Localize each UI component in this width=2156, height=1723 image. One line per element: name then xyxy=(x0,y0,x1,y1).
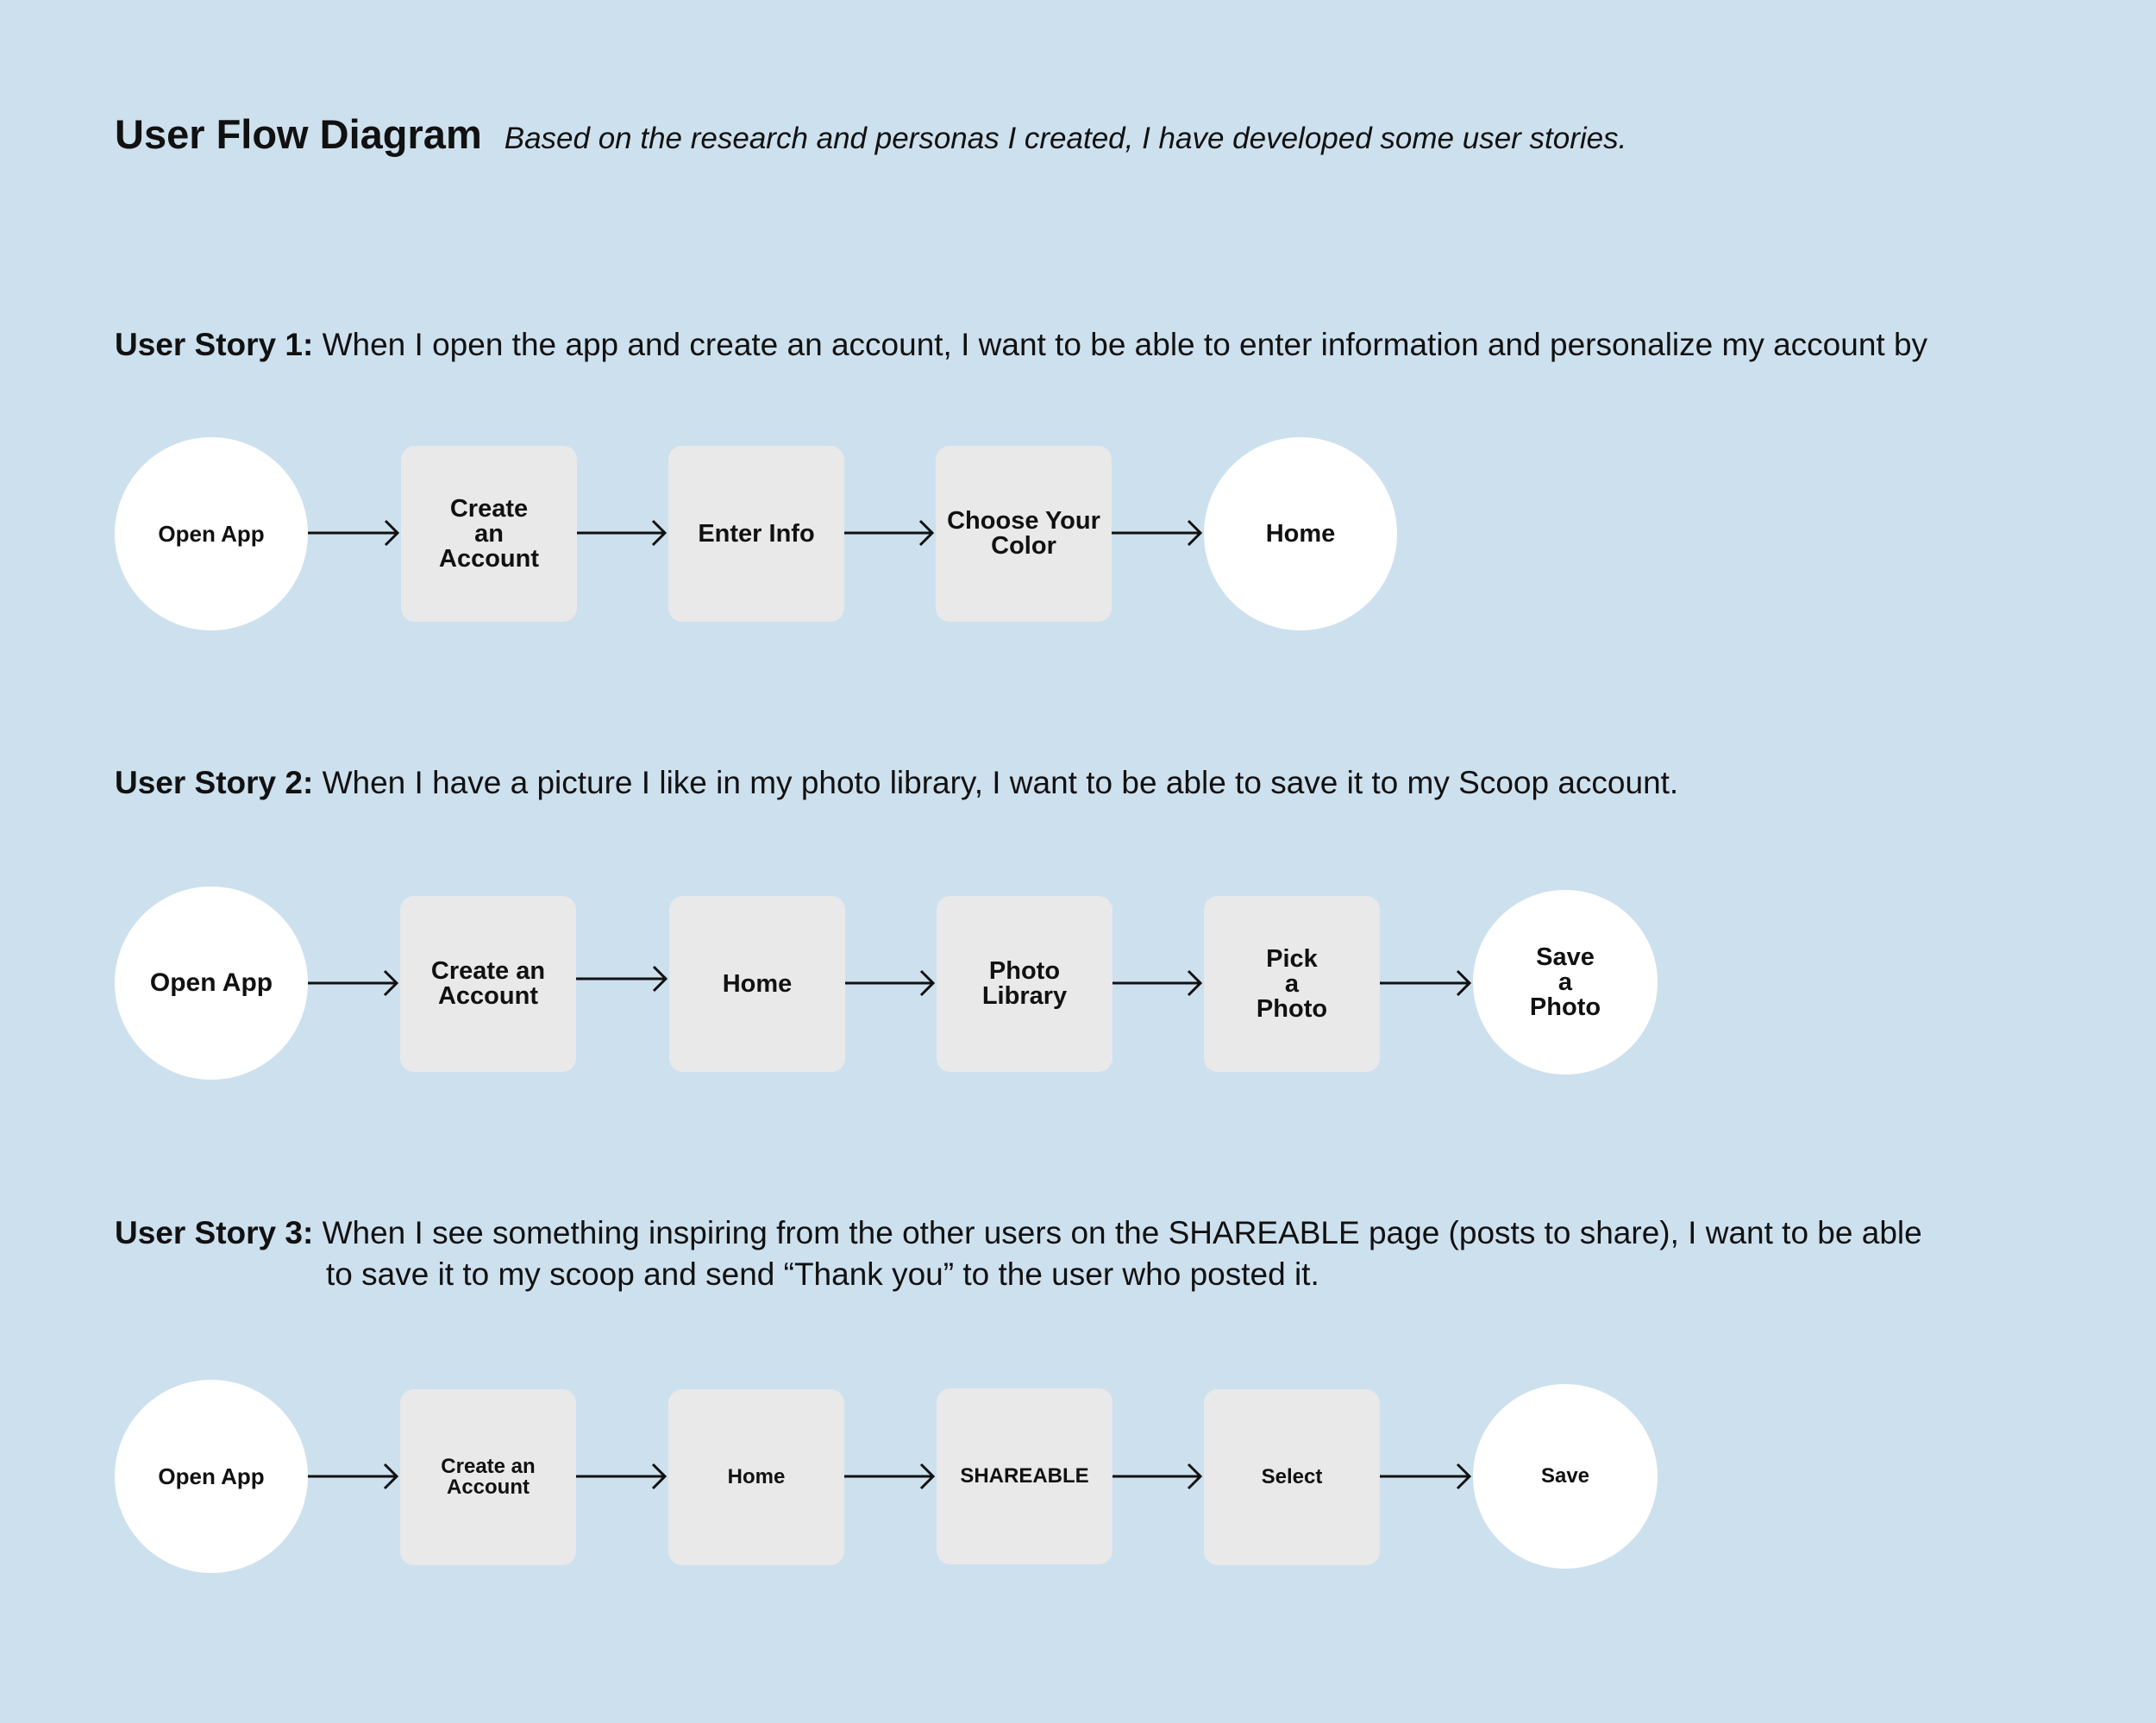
flow-node-end: Home xyxy=(1204,437,1397,630)
arrow-icon xyxy=(1380,1461,1473,1492)
page-title: User Flow Diagram xyxy=(115,111,482,157)
flow-node-step: Choose Your Color xyxy=(936,446,1112,622)
flow-node-step: Create an Account xyxy=(401,446,577,622)
arrow-icon xyxy=(1112,1461,1204,1492)
flow-node-step: SHAREABLE xyxy=(937,1388,1112,1564)
flow-node-step: Enter Info xyxy=(668,446,844,622)
story-text-continued: to save it to my scoop and send “Thank you” to the user who posted it. xyxy=(326,1256,1319,1292)
flow-node-step: Create an Account xyxy=(400,1389,576,1565)
flow-node-step: Home xyxy=(668,1389,844,1565)
arrow-icon xyxy=(308,1461,400,1492)
flow-node-step: Photo Library xyxy=(937,896,1112,1072)
flow-node-step: Home xyxy=(669,896,845,1072)
story-text: When I see something inspiring from the other users on the SHAREABLE page (posts to share), I want to be able xyxy=(322,1215,1922,1250)
page-subtitle: Based on the research and personas I created, I have developed some user stories. xyxy=(504,122,1627,155)
flow-node-start: Open App xyxy=(115,887,308,1080)
flow-node-start: Open App xyxy=(115,437,308,630)
story-label: User Story 3: xyxy=(115,1215,314,1250)
arrow-icon xyxy=(844,1461,937,1492)
story-text: When I open the app and create an account, I want to be able to enter information and personalize my account by xyxy=(322,327,1928,362)
flow-node-end: Save xyxy=(1473,1384,1658,1569)
flow-node-step: Pick a Photo xyxy=(1204,896,1380,1072)
flow-node-start: Open App xyxy=(115,1380,308,1573)
flow-node-step: Create an Account xyxy=(400,896,576,1072)
arrow-icon xyxy=(576,1461,668,1492)
story-label: User Story 1: xyxy=(115,327,314,362)
flow-node-step: Select xyxy=(1204,1389,1380,1565)
story-text: When I have a picture I like in my photo library, I want to be able to save it to my Scoop account. xyxy=(322,765,1679,800)
story-label: User Story 2: xyxy=(115,765,314,800)
flow-node-end: Save a Photo xyxy=(1473,890,1658,1075)
